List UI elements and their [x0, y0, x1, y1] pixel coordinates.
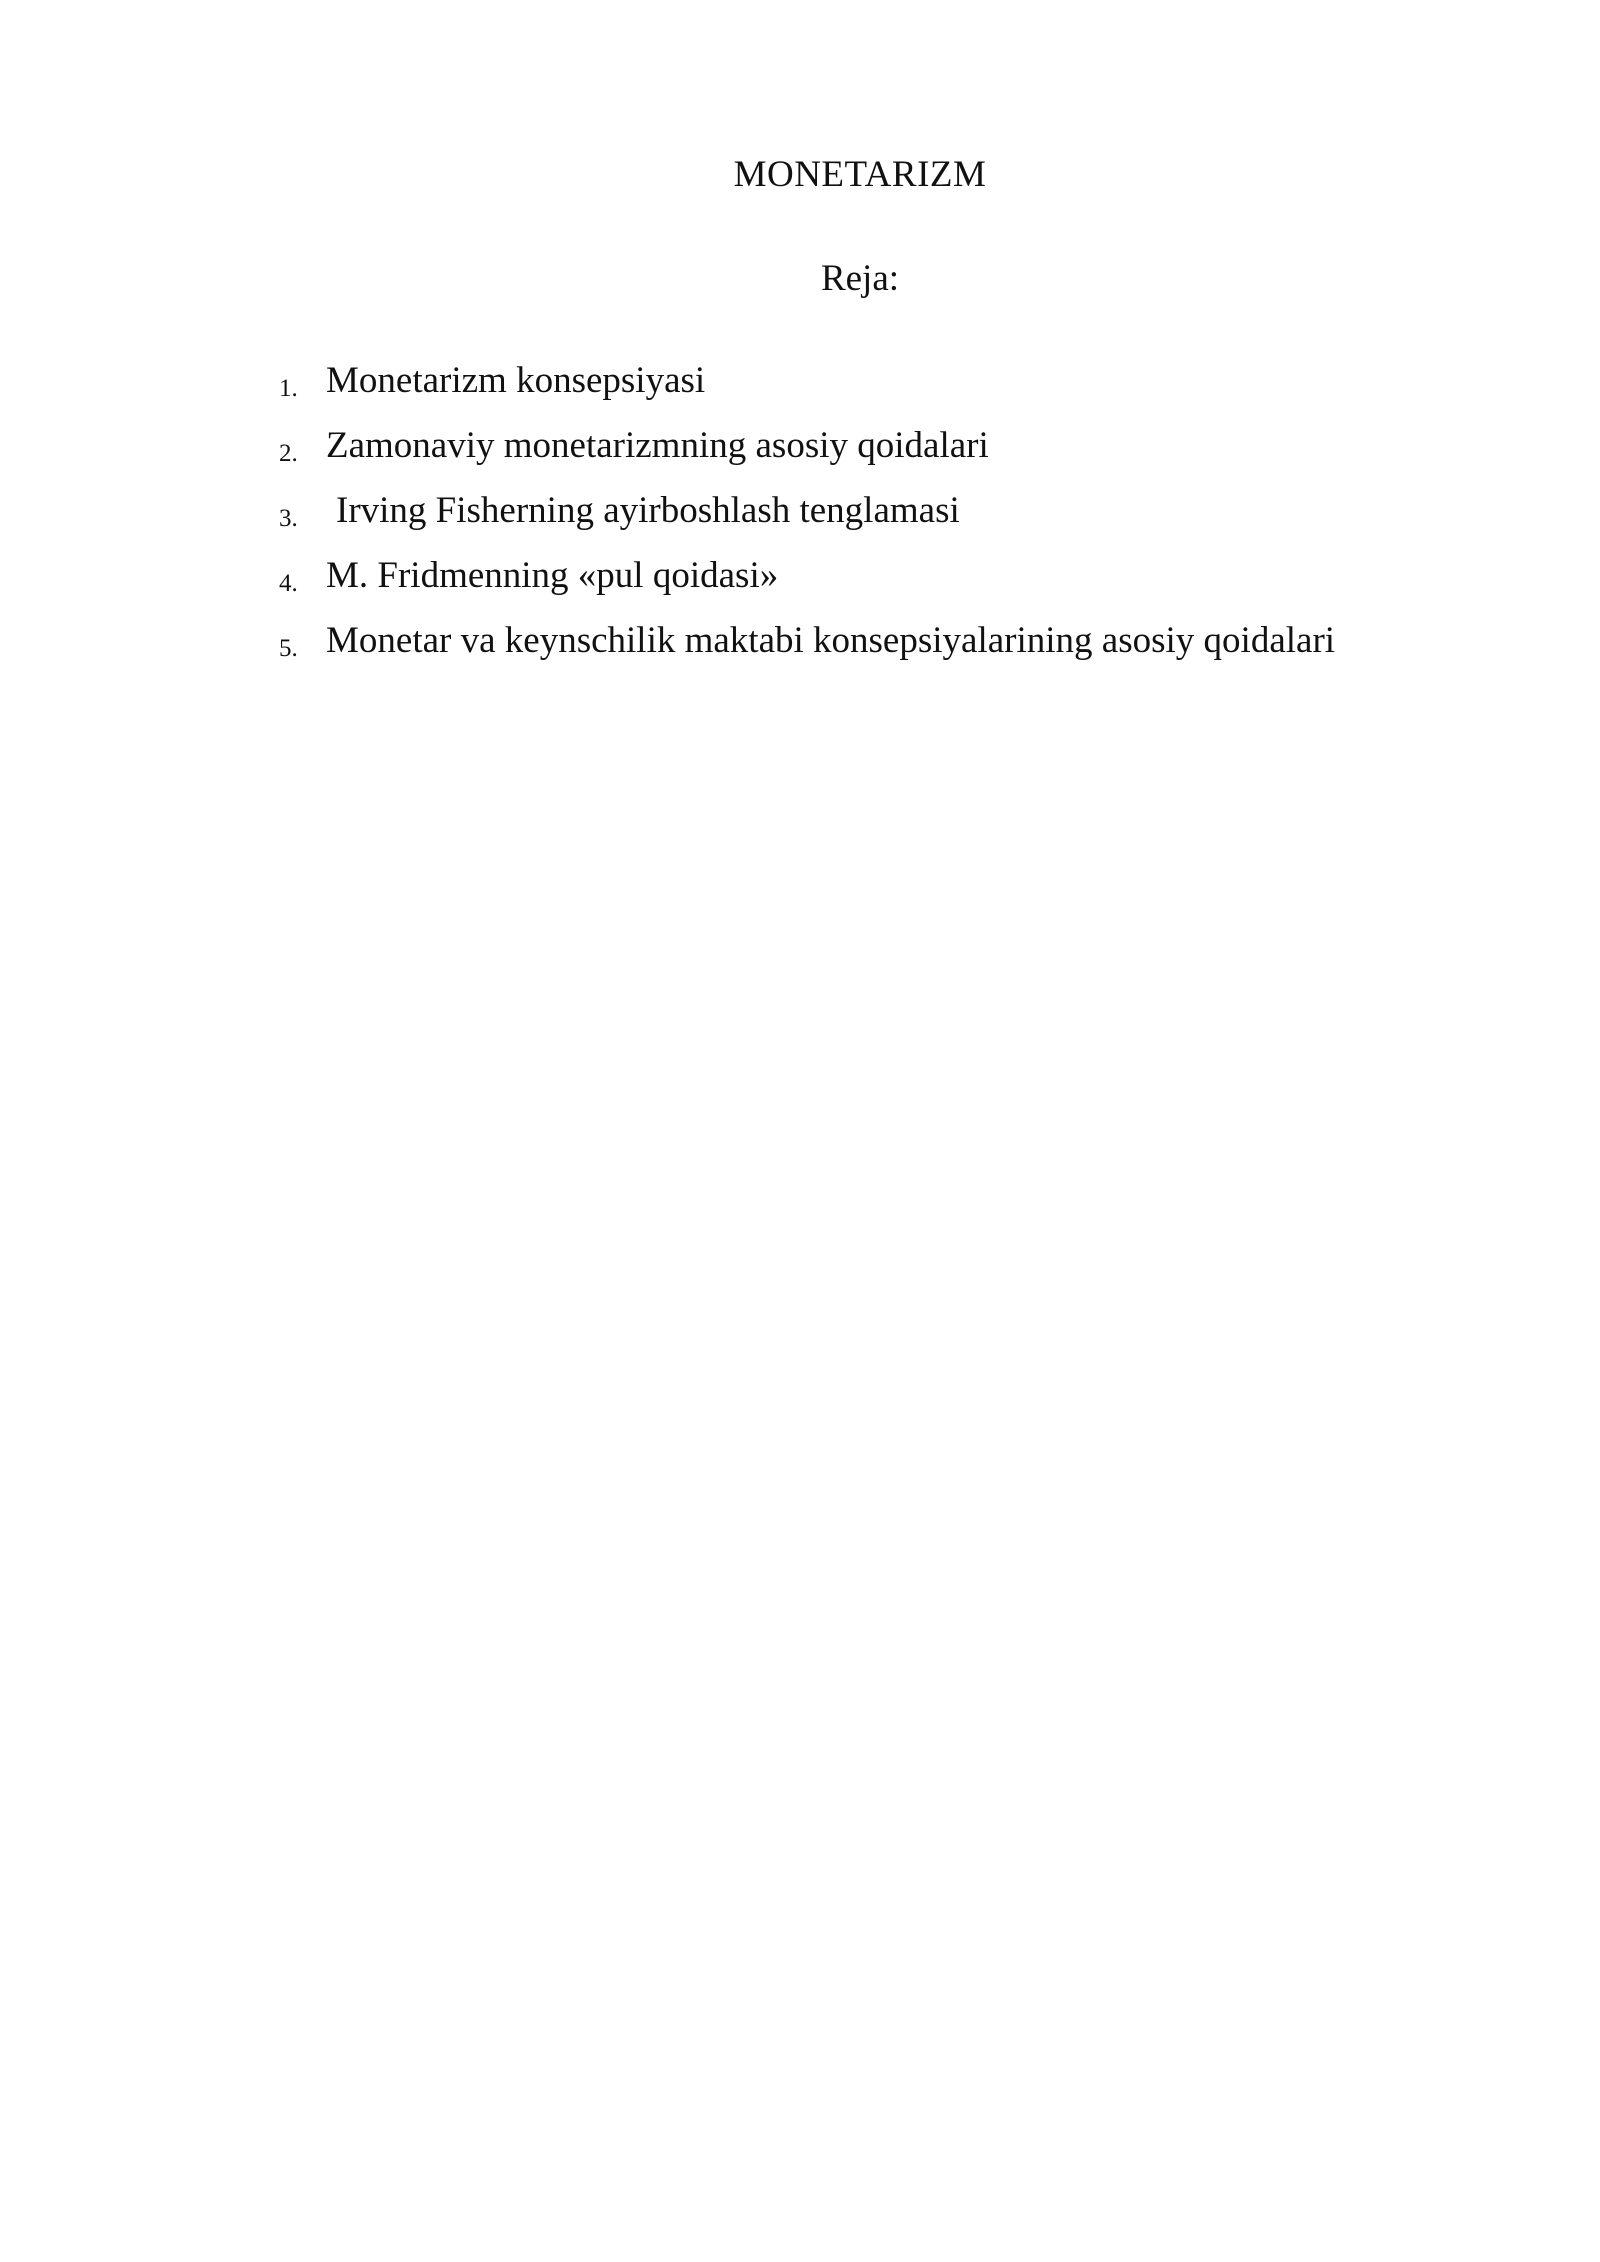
plan-item — [0, 616, 1600, 681]
plan-item-text: M. Fridmenning «pul qoidasi» — [326, 555, 779, 596]
plan-item — [0, 356, 1600, 421]
plan-item — [0, 421, 1600, 486]
plan-item-text: Monetarizm konsepsiyasi — [326, 360, 706, 401]
plan-list — [0, 356, 1600, 681]
plan-item-text: Irving Fisherning ayirboshlash tenglamasi — [336, 490, 960, 531]
plan-item-text: Zamonaviy monetarizmning asosiy qoidalari — [326, 425, 989, 466]
plan-item-number: 1. — [279, 375, 298, 402]
plan-item-number: 3. — [279, 505, 298, 532]
plan-heading: Reja: — [820, 258, 900, 299]
plan-item-number: 2. — [279, 440, 298, 467]
plan-item — [0, 551, 1600, 616]
plan-item-number: 4. — [279, 570, 298, 597]
plan-item — [0, 486, 1600, 551]
plan-item-text: Monetar va keynschilik maktabi konsepsiyalarining asosiy qoidalari — [326, 620, 1336, 661]
document-title: MONETARIZM — [733, 154, 987, 195]
plan-item-number: 5. — [279, 635, 298, 662]
